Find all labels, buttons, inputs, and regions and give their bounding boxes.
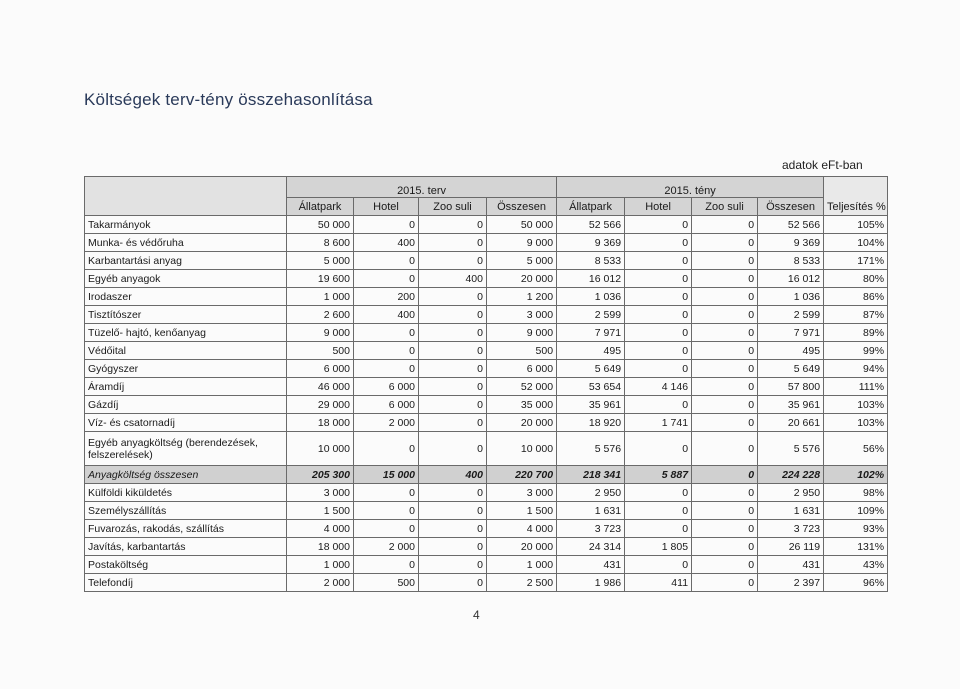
fulfillment-cell: 89% bbox=[824, 324, 888, 342]
plan-cell: 20 000 bbox=[487, 270, 557, 288]
plan-cell: 4 000 bbox=[487, 520, 557, 538]
actual-cell: 0 bbox=[692, 574, 758, 592]
row-label: Áramdíj bbox=[85, 378, 287, 396]
plan-cell: 0 bbox=[419, 306, 487, 324]
table-row bbox=[85, 288, 888, 306]
plan-cell: 0 bbox=[419, 432, 487, 466]
header-column: Állatpark bbox=[287, 198, 354, 216]
plan-cell: 10 000 bbox=[487, 432, 557, 466]
plan-cell: 0 bbox=[354, 432, 419, 466]
fulfillment-cell: 109% bbox=[824, 502, 888, 520]
fulfillment-cell: 96% bbox=[824, 574, 888, 592]
actual-cell: 411 bbox=[625, 574, 692, 592]
table-row bbox=[85, 432, 888, 466]
actual-cell: 57 800 bbox=[758, 378, 824, 396]
plan-cell: 0 bbox=[354, 216, 419, 234]
plan-cell: 0 bbox=[419, 324, 487, 342]
fulfillment-cell: 86% bbox=[824, 288, 888, 306]
row-label: Külföldi kiküldetés bbox=[85, 484, 287, 502]
plan-cell: 0 bbox=[419, 396, 487, 414]
row-label: Gázdíj bbox=[85, 396, 287, 414]
actual-cell: 7 971 bbox=[557, 324, 625, 342]
actual-cell: 0 bbox=[692, 414, 758, 432]
plan-cell: 8 600 bbox=[287, 234, 354, 252]
plan-cell: 0 bbox=[419, 414, 487, 432]
header-column: Állatpark bbox=[557, 198, 625, 216]
plan-cell: 1 000 bbox=[287, 556, 354, 574]
fulfillment-cell: 94% bbox=[824, 360, 888, 378]
plan-cell: 205 300 bbox=[287, 466, 354, 484]
actual-cell: 495 bbox=[758, 342, 824, 360]
row-label: Takarmányok bbox=[85, 216, 287, 234]
plan-cell: 46 000 bbox=[287, 378, 354, 396]
plan-cell: 29 000 bbox=[287, 396, 354, 414]
fulfillment-cell: 98% bbox=[824, 484, 888, 502]
plan-cell: 50 000 bbox=[287, 216, 354, 234]
fulfillment-cell: 104% bbox=[824, 234, 888, 252]
header-column: Összesen bbox=[487, 198, 557, 216]
plan-cell: 0 bbox=[419, 378, 487, 396]
plan-cell: 6 000 bbox=[487, 360, 557, 378]
actual-cell: 0 bbox=[692, 484, 758, 502]
fulfillment-cell: 105% bbox=[824, 216, 888, 234]
actual-cell: 5 576 bbox=[557, 432, 625, 466]
plan-cell: 200 bbox=[354, 288, 419, 306]
actual-cell: 20 661 bbox=[758, 414, 824, 432]
actual-cell: 218 341 bbox=[557, 466, 625, 484]
actual-cell: 0 bbox=[692, 270, 758, 288]
plan-cell: 1 500 bbox=[487, 502, 557, 520]
row-label: Személyszállítás bbox=[85, 502, 287, 520]
plan-cell: 2 500 bbox=[487, 574, 557, 592]
actual-cell: 53 654 bbox=[557, 378, 625, 396]
actual-cell: 1 036 bbox=[758, 288, 824, 306]
plan-cell: 6 000 bbox=[354, 396, 419, 414]
actual-cell: 0 bbox=[625, 556, 692, 574]
row-label: Javítás, karbantartás bbox=[85, 538, 287, 556]
plan-cell: 1 200 bbox=[487, 288, 557, 306]
actual-cell: 0 bbox=[625, 324, 692, 342]
table-row bbox=[85, 360, 888, 378]
header-column: Összesen bbox=[758, 198, 824, 216]
row-label: Egyéb anyagok bbox=[85, 270, 287, 288]
plan-cell: 2 600 bbox=[287, 306, 354, 324]
actual-cell: 35 961 bbox=[557, 396, 625, 414]
actual-cell: 0 bbox=[692, 288, 758, 306]
row-label: Tüzelő- hajtó, kenőanyag bbox=[85, 324, 287, 342]
actual-cell: 5 576 bbox=[758, 432, 824, 466]
plan-cell: 400 bbox=[354, 306, 419, 324]
plan-cell: 0 bbox=[354, 360, 419, 378]
actual-cell: 0 bbox=[692, 538, 758, 556]
actual-cell: 0 bbox=[625, 484, 692, 502]
plan-cell: 0 bbox=[354, 252, 419, 270]
header-actual-group: 2015. tény bbox=[557, 177, 824, 198]
plan-cell: 15 000 bbox=[354, 466, 419, 484]
fulfillment-cell: 103% bbox=[824, 414, 888, 432]
actual-cell: 9 369 bbox=[557, 234, 625, 252]
plan-cell: 0 bbox=[419, 216, 487, 234]
actual-cell: 0 bbox=[625, 270, 692, 288]
actual-cell: 0 bbox=[625, 396, 692, 414]
table-row bbox=[85, 414, 888, 432]
table-row bbox=[85, 396, 888, 414]
plan-cell: 500 bbox=[354, 574, 419, 592]
plan-cell: 0 bbox=[419, 556, 487, 574]
actual-cell: 0 bbox=[692, 306, 758, 324]
actual-cell: 5 649 bbox=[557, 360, 625, 378]
plan-cell: 1 000 bbox=[487, 556, 557, 574]
row-label: Irodaszer bbox=[85, 288, 287, 306]
actual-cell: 0 bbox=[692, 556, 758, 574]
actual-cell: 0 bbox=[692, 432, 758, 466]
plan-cell: 9 000 bbox=[287, 324, 354, 342]
actual-cell: 0 bbox=[692, 360, 758, 378]
actual-cell: 0 bbox=[625, 234, 692, 252]
fulfillment-cell: 43% bbox=[824, 556, 888, 574]
actual-cell: 0 bbox=[625, 360, 692, 378]
actual-cell: 0 bbox=[692, 396, 758, 414]
actual-cell: 2 599 bbox=[557, 306, 625, 324]
plan-cell: 4 000 bbox=[287, 520, 354, 538]
plan-cell: 0 bbox=[419, 502, 487, 520]
row-label: Víz- és csatornadíj bbox=[85, 414, 287, 432]
plan-cell: 35 000 bbox=[487, 396, 557, 414]
subtotal-row bbox=[85, 466, 888, 484]
actual-cell: 0 bbox=[625, 306, 692, 324]
actual-cell: 0 bbox=[692, 466, 758, 484]
plan-cell: 2 000 bbox=[354, 538, 419, 556]
actual-cell: 2 397 bbox=[758, 574, 824, 592]
plan-cell: 0 bbox=[419, 520, 487, 538]
actual-cell: 1 986 bbox=[557, 574, 625, 592]
row-label: Fuvarozás, rakodás, szállítás bbox=[85, 520, 287, 538]
plan-cell: 6 000 bbox=[354, 378, 419, 396]
actual-cell: 16 012 bbox=[557, 270, 625, 288]
plan-cell: 0 bbox=[354, 342, 419, 360]
actual-cell: 8 533 bbox=[557, 252, 625, 270]
plan-cell: 0 bbox=[354, 484, 419, 502]
fulfillment-cell: 56% bbox=[824, 432, 888, 466]
row-label: Munka- és védőruha bbox=[85, 234, 287, 252]
plan-cell: 3 000 bbox=[287, 484, 354, 502]
table-row bbox=[85, 502, 888, 520]
table-row bbox=[85, 574, 888, 592]
actual-cell: 0 bbox=[625, 252, 692, 270]
header-corner bbox=[85, 177, 287, 216]
actual-cell: 0 bbox=[625, 520, 692, 538]
actual-cell: 0 bbox=[625, 288, 692, 306]
table-row bbox=[85, 378, 888, 396]
plan-cell: 0 bbox=[354, 556, 419, 574]
actual-cell: 0 bbox=[692, 520, 758, 538]
plan-cell: 10 000 bbox=[287, 432, 354, 466]
plan-cell: 5 000 bbox=[487, 252, 557, 270]
plan-cell: 0 bbox=[419, 342, 487, 360]
actual-cell: 5 649 bbox=[758, 360, 824, 378]
plan-cell: 0 bbox=[419, 360, 487, 378]
actual-cell: 0 bbox=[692, 502, 758, 520]
row-label: Telefondíj bbox=[85, 574, 287, 592]
plan-cell: 6 000 bbox=[287, 360, 354, 378]
fulfillment-cell: 87% bbox=[824, 306, 888, 324]
plan-cell: 2 000 bbox=[287, 574, 354, 592]
plan-cell: 5 000 bbox=[287, 252, 354, 270]
actual-cell: 52 566 bbox=[557, 216, 625, 234]
actual-cell: 0 bbox=[625, 502, 692, 520]
plan-cell: 19 600 bbox=[287, 270, 354, 288]
plan-cell: 9 000 bbox=[487, 324, 557, 342]
actual-cell: 18 920 bbox=[557, 414, 625, 432]
table-row bbox=[85, 484, 888, 502]
plan-cell: 1 000 bbox=[287, 288, 354, 306]
plan-cell: 20 000 bbox=[487, 538, 557, 556]
plan-cell: 52 000 bbox=[487, 378, 557, 396]
unit-note: adatok eFt-ban bbox=[782, 158, 863, 172]
actual-cell: 1 741 bbox=[625, 414, 692, 432]
table-body bbox=[85, 216, 888, 592]
actual-cell: 4 146 bbox=[625, 378, 692, 396]
plan-cell: 18 000 bbox=[287, 414, 354, 432]
actual-cell: 1 631 bbox=[758, 502, 824, 520]
fulfillment-cell: 102% bbox=[824, 466, 888, 484]
fulfillment-cell: 103% bbox=[824, 396, 888, 414]
header-group-row bbox=[85, 177, 888, 198]
actual-cell: 495 bbox=[557, 342, 625, 360]
row-label: Anyagköltség összesen bbox=[85, 466, 287, 484]
actual-cell: 8 533 bbox=[758, 252, 824, 270]
actual-cell: 0 bbox=[625, 342, 692, 360]
plan-cell: 0 bbox=[419, 484, 487, 502]
table-row bbox=[85, 342, 888, 360]
actual-cell: 0 bbox=[692, 324, 758, 342]
actual-cell: 2 599 bbox=[758, 306, 824, 324]
row-label: Védőital bbox=[85, 342, 287, 360]
plan-cell: 1 500 bbox=[287, 502, 354, 520]
plan-cell: 0 bbox=[419, 574, 487, 592]
header-column: Hotel bbox=[625, 198, 692, 216]
actual-cell: 224 228 bbox=[758, 466, 824, 484]
plan-cell: 18 000 bbox=[287, 538, 354, 556]
plan-cell: 2 000 bbox=[354, 414, 419, 432]
plan-cell: 500 bbox=[487, 342, 557, 360]
plan-cell: 0 bbox=[354, 502, 419, 520]
actual-cell: 3 723 bbox=[557, 520, 625, 538]
actual-cell: 3 723 bbox=[758, 520, 824, 538]
fulfillment-cell: 80% bbox=[824, 270, 888, 288]
plan-cell: 400 bbox=[354, 234, 419, 252]
plan-cell: 0 bbox=[419, 234, 487, 252]
fulfillment-cell: 111% bbox=[824, 378, 888, 396]
plan-cell: 0 bbox=[354, 520, 419, 538]
header-column: Zoo suli bbox=[692, 198, 758, 216]
row-label: Tisztítószer bbox=[85, 306, 287, 324]
fulfillment-cell: 171% bbox=[824, 252, 888, 270]
fulfillment-cell: 93% bbox=[824, 520, 888, 538]
plan-cell: 0 bbox=[354, 324, 419, 342]
actual-cell: 7 971 bbox=[758, 324, 824, 342]
header-plan-group: 2015. terv bbox=[287, 177, 557, 198]
actual-cell: 431 bbox=[557, 556, 625, 574]
actual-cell: 0 bbox=[692, 342, 758, 360]
actual-cell: 2 950 bbox=[758, 484, 824, 502]
page-number: 4 bbox=[473, 608, 480, 622]
fulfillment-cell: 99% bbox=[824, 342, 888, 360]
actual-cell: 9 369 bbox=[758, 234, 824, 252]
table-row bbox=[85, 270, 888, 288]
actual-cell: 0 bbox=[692, 216, 758, 234]
actual-cell: 431 bbox=[758, 556, 824, 574]
actual-cell: 24 314 bbox=[557, 538, 625, 556]
actual-cell: 1 805 bbox=[625, 538, 692, 556]
table-row bbox=[85, 234, 888, 252]
plan-cell: 0 bbox=[354, 270, 419, 288]
table-row bbox=[85, 306, 888, 324]
plan-cell: 400 bbox=[419, 466, 487, 484]
actual-cell: 0 bbox=[625, 216, 692, 234]
plan-cell: 220 700 bbox=[487, 466, 557, 484]
actual-cell: 0 bbox=[625, 432, 692, 466]
table-row bbox=[85, 520, 888, 538]
actual-cell: 0 bbox=[692, 234, 758, 252]
row-label: Karbantartási anyag bbox=[85, 252, 287, 270]
plan-cell: 3 000 bbox=[487, 306, 557, 324]
header-column: Hotel bbox=[354, 198, 419, 216]
table-row bbox=[85, 556, 888, 574]
row-label: Postaköltség bbox=[85, 556, 287, 574]
actual-cell: 1 036 bbox=[557, 288, 625, 306]
actual-cell: 2 950 bbox=[557, 484, 625, 502]
actual-cell: 52 566 bbox=[758, 216, 824, 234]
plan-cell: 3 000 bbox=[487, 484, 557, 502]
page-title: Költségek terv-tény összehasonlítása bbox=[84, 90, 373, 109]
table-row bbox=[85, 538, 888, 556]
fulfillment-cell: 131% bbox=[824, 538, 888, 556]
actual-cell: 35 961 bbox=[758, 396, 824, 414]
plan-cell: 500 bbox=[287, 342, 354, 360]
table-row bbox=[85, 324, 888, 342]
actual-cell: 16 012 bbox=[758, 270, 824, 288]
actual-cell: 0 bbox=[692, 378, 758, 396]
actual-cell: 26 119 bbox=[758, 538, 824, 556]
plan-cell: 0 bbox=[419, 252, 487, 270]
table-row bbox=[85, 216, 888, 234]
plan-cell: 0 bbox=[419, 288, 487, 306]
plan-cell: 400 bbox=[419, 270, 487, 288]
row-label: Egyéb anyagköltség (berendezések, felszerelések) bbox=[85, 432, 287, 466]
plan-cell: 50 000 bbox=[487, 216, 557, 234]
cost-comparison-table bbox=[84, 176, 888, 592]
plan-cell: 0 bbox=[419, 538, 487, 556]
header-column: Zoo suli bbox=[419, 198, 487, 216]
actual-cell: 0 bbox=[692, 252, 758, 270]
header-fulfillment: Teljesítés % bbox=[824, 177, 888, 216]
plan-cell: 20 000 bbox=[487, 414, 557, 432]
table-row bbox=[85, 252, 888, 270]
row-label: Gyógyszer bbox=[85, 360, 287, 378]
actual-cell: 1 631 bbox=[557, 502, 625, 520]
plan-cell: 9 000 bbox=[487, 234, 557, 252]
actual-cell: 5 887 bbox=[625, 466, 692, 484]
